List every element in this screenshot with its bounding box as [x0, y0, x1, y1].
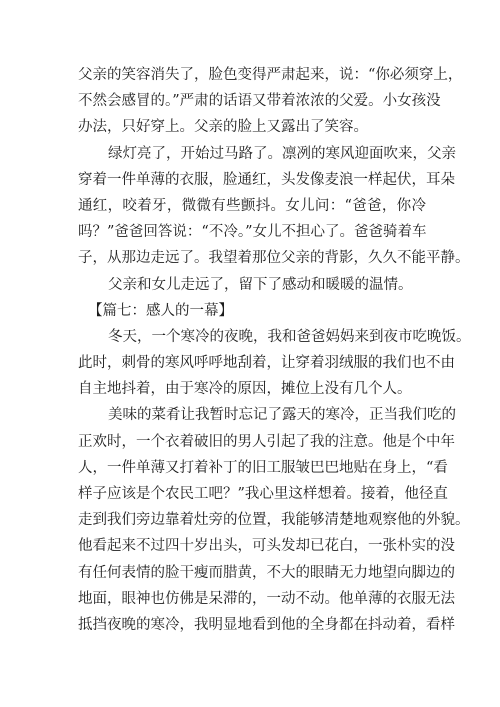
text-line: 此时，刺骨的寒风呼呼地刮着，让穿着羽绒服的我们也不由 [78, 355, 455, 372]
text-line: 父亲的笑容消失了，脸色变得严肃起来，说：“你必须穿上， [78, 67, 463, 83]
text-line: 父亲和女儿走远了，留下了感动和暖暖的温情。 [108, 276, 413, 293]
text-line: 正欢时，一个衣着破旧的男人引起了我的注意。他是个中年 [78, 433, 455, 450]
text-line: 办法，只好穿上。父亲的脸上又露出了笑容。 [78, 119, 368, 136]
text-line: 地面，眼神也仿佛是呆滞的，一动不动。他单薄的衣服无法 [78, 590, 455, 607]
text-line: 穿着一件单薄的衣服，脸通红，头发像麦浪一样起伏，耳朵 [78, 171, 455, 188]
text-line: 人，一件单薄又打着补丁的旧工服皱巴巴地贴在身上，“看 [78, 459, 448, 476]
text-line: 子，从那边走远了。我望着那位父亲的背影，久久不能平静。 [78, 250, 470, 267]
text-line: 吗？”爸爸回答说：“不冷。”女儿不担心了。爸爸骑着车 [78, 224, 427, 241]
text-line: 不然会感冒的。”严肃的话语又带着浓浓的父爱。小女孩没 [78, 93, 441, 110]
text-line: 他看起来不过四十岁出头，可头发却已花白，一张朴实的没 [78, 538, 455, 555]
text-line: 走到我们旁边靠着灶旁的位置，我能够清楚地观察他的外貌。 [78, 512, 470, 529]
text-line: 样子应该是个农民工吧？”我心里这样想着。接着，他径直 [78, 486, 448, 502]
text-line: 有任何表情的脸干瘦而腊黄，不大的眼睛无力地望向脚边的 [78, 564, 455, 581]
text-line: 自主地抖着，由于寒冷的原因，摊位上没有几个人。 [78, 381, 412, 398]
text-line: 冬天，一个寒冷的夜晚，我和爸爸妈妈来到夜市吃晚饭。 [108, 328, 471, 345]
text-line: 通红，咬着牙，微微有些颤抖。女儿问：“爸爸，你冷 [78, 197, 426, 214]
text-line: 美味的菜肴让我暂时忘记了露天的寒冷，正当我们吃的 [108, 407, 456, 424]
text-line: 绿灯亮了，开始过马路了。凛冽的寒风迎面吹来，父亲 [108, 145, 456, 162]
text-line: 抵挡夜晚的寒冷，我明显地看到他的全身都在抖动着，看样 [78, 616, 455, 633]
body-text [78, 62, 471, 638]
section-heading: 【篇七：感人的一幕】 [88, 302, 233, 319]
